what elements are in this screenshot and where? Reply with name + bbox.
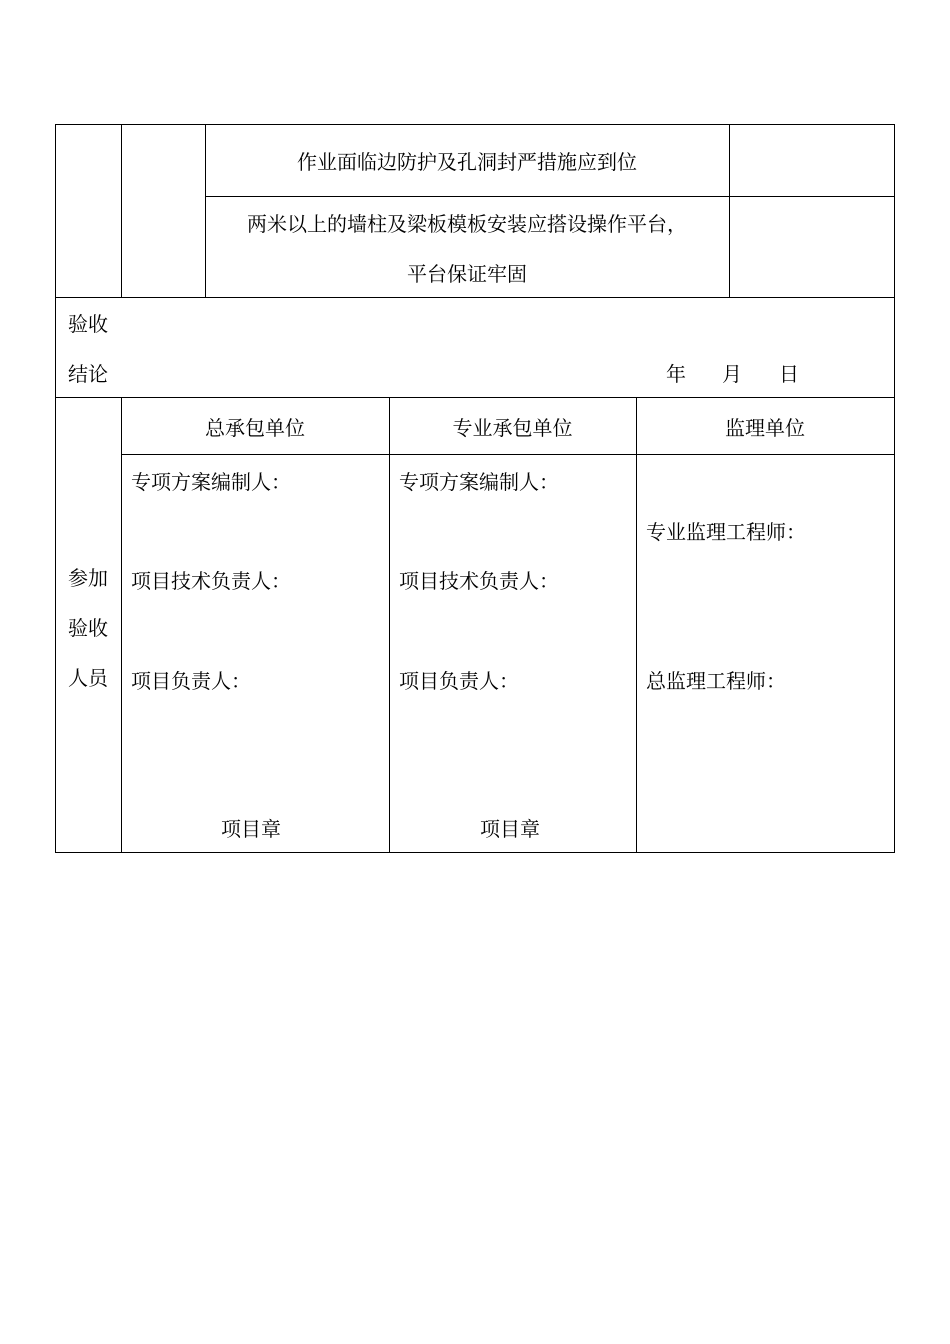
conclusion-label-line-2: 结论 bbox=[68, 362, 108, 386]
participants-label-line-3: 人员 bbox=[68, 666, 108, 690]
row-divider-conclusion-bottom bbox=[55, 397, 895, 398]
specialty-plan-author-label: 专项方案编制人： bbox=[399, 470, 559, 494]
general-tech-lead-label: 项目技术负责人： bbox=[131, 569, 291, 593]
check-item-row-2-line-1: 两米以上的墙柱及梁板模板安装应搭设操作平台， bbox=[247, 212, 687, 236]
conclusion-date-day: 日 bbox=[779, 362, 799, 386]
conclusion-date-month: 月 bbox=[722, 362, 742, 386]
specialty-seal-label: 项目章 bbox=[480, 817, 540, 841]
participants-label-line-1: 参加 bbox=[68, 566, 108, 590]
table-border-right bbox=[894, 124, 895, 853]
table-border-left bbox=[55, 124, 56, 853]
check-item-row-2-line-2: 平台保证牢固 bbox=[407, 262, 527, 286]
conclusion-date-year: 年 bbox=[666, 362, 686, 386]
supervision-chief-engineer-label: 总监理工程师： bbox=[646, 669, 786, 693]
table-border-top bbox=[55, 124, 895, 125]
col-divider-1 bbox=[121, 124, 122, 298]
conclusion-label-line-1: 验收 bbox=[68, 312, 108, 336]
header-supervision: 监理单位 bbox=[725, 416, 805, 440]
specialty-tech-lead-label: 项目技术负责人： bbox=[399, 569, 559, 593]
row-divider-conclusion-top bbox=[55, 297, 895, 298]
table-border-bottom bbox=[55, 852, 895, 853]
row-divider-check-items bbox=[205, 196, 895, 197]
general-plan-author-label: 专项方案编制人： bbox=[131, 470, 291, 494]
specialty-project-lead-label: 项目负责人： bbox=[399, 669, 519, 693]
participants-label-line-2: 验收 bbox=[68, 616, 108, 640]
col-divider-general-specialty bbox=[389, 397, 390, 853]
general-project-lead-label: 项目负责人： bbox=[131, 669, 251, 693]
header-general-contractor: 总承包单位 bbox=[205, 416, 305, 440]
col-divider-specialty-supervision bbox=[636, 397, 637, 853]
col-divider-1-lower bbox=[121, 397, 122, 853]
row-divider-header bbox=[121, 454, 895, 455]
general-seal-label: 项目章 bbox=[221, 817, 281, 841]
col-divider-3 bbox=[729, 124, 730, 298]
check-item-row-1: 作业面临边防护及孔洞封严措施应到位 bbox=[297, 150, 637, 174]
header-specialty-contractor: 专业承包单位 bbox=[452, 416, 573, 440]
supervision-specialty-engineer-label: 专业监理工程师： bbox=[646, 520, 806, 544]
